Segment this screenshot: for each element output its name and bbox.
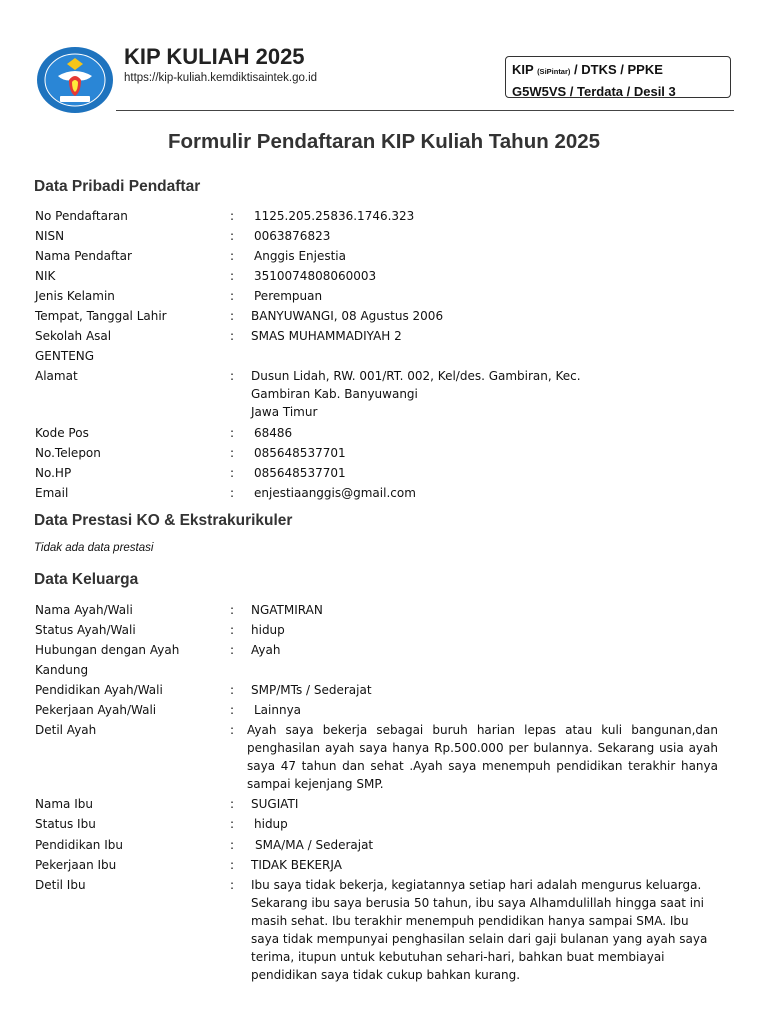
field-value: NGATMIRAN [251,603,323,617]
field-value: Anggis Enjestia [254,249,346,263]
field-colon: : [230,249,235,263]
field-value: 0063876823 [254,229,331,243]
field-label: Detil Ibu [35,878,86,892]
field-value: 085648537701 [254,466,346,480]
field-value: 3510074808060003 [254,269,377,283]
field-colon: : [230,466,235,480]
field-value: SMAS MUHAMMADIYAH 2 [251,329,402,343]
status-sipintar: (SiPintar) [537,67,571,76]
header-title: KIP KULIAH 2025 [124,44,305,69]
field-value: 68486 [254,426,293,440]
field-colon: : [230,446,235,460]
field-colon: : [230,486,235,500]
field-colon: : [230,858,235,872]
field-label: Nama Ayah/Wali [35,603,133,617]
detil-ibu-text: Ibu saya tidak bekerja, kegiatannya setiap hari adalah mengurus keluarga. Sekarang ibu saya berusia 50 tahun, ibu saya Alhamdulillah hingga saat ini masih sehat. Ibu terakhir menempuh pendidikan hanya sampai SMA. Ibu saya tidak mempunyai penghasilan selain dari gaji bulanan yang ayah saya terima, itupun untuk kebutuhan sehari-hari, bahkan buat membiayai pendidikan saya tidak cukup bahkan kurang. [251,878,708,982]
field-colon: : [230,329,235,343]
field-label: Alamat [35,369,78,383]
field-colon: : [230,269,235,283]
field-label: Email [35,486,69,500]
field-label: Nama Pendaftar [35,249,132,263]
field-label: Pekerjaan Ibu [35,858,117,872]
status-box [505,56,731,98]
field-label: Pendidikan Ayah/Wali [35,683,163,697]
status-dtks: / DTKS / PPKE [574,62,663,77]
field-label: No.HP [35,466,72,480]
field-colon: : [230,229,235,243]
field-colon: : [230,817,235,831]
field-label: Tempat, Tanggal Lahir [35,309,167,323]
field-value: TIDAK BEKERJA [251,858,342,872]
field-colon: : [230,878,235,892]
alamat-line-1: Dusun Lidah, RW. 001/RT. 002, Kel/des. Gambiran, Kec. [251,369,581,383]
field-label: No Pendaftaran [35,209,128,223]
status-kip: KIP [512,62,534,77]
field-value: enjestiaanggis@gmail.com [254,486,416,500]
field-colon: : [230,603,235,617]
field-colon: : [230,643,235,657]
field-label: Detil Ayah [35,723,97,737]
form-title: Formulir Pendaftaran KIP Kuliah Tahun 2025 [167,130,601,153]
field-value: SMP/MTs / Sederajat [251,683,372,697]
field-colon: : [230,838,235,852]
field-label: NISN [35,229,65,243]
section-heading-prestasi: Data Prestasi KO & Ekstrakurikuler [34,512,293,529]
field-value: Lainnya [254,703,302,717]
alamat-line-2: Gambiran Kab. Banyuwangi [251,387,418,401]
field-colon: : [230,309,235,323]
field-colon: : [230,723,235,737]
field-colon: : [230,209,235,223]
header-divider [116,110,734,111]
field-value: SUGIATI [251,797,299,811]
sekolah-asal-continuation: GENTENG [35,349,95,363]
hubungan-label-continuation: Kandung [35,663,89,677]
field-label: Pekerjaan Ayah/Wali [35,703,157,717]
field-value: SMA/MA / Sederajat [255,838,374,852]
field-value: hidup [254,817,288,831]
field-value: BANYUWANGI, 08 Agustus 2006 [251,309,444,323]
field-value: hidup [251,623,285,637]
status-box-line1 [512,60,730,82]
field-label: No.Telepon [35,446,101,460]
field-value: Ayah [251,643,281,657]
section-heading-keluarga: Data Keluarga [34,571,139,588]
field-colon: : [230,797,235,811]
field-value: 085648537701 [254,446,346,460]
field-colon: : [230,426,235,440]
field-label: Sekolah Asal [35,329,112,343]
field-label: Pendidikan Ibu [35,838,123,852]
field-colon: : [230,289,235,303]
field-colon: : [230,703,235,717]
header-url: https://kip-kuliah.kemdiktisaintek.go.id [124,72,318,84]
field-colon: : [230,369,235,383]
field-colon: : [230,683,235,697]
field-label: NIK [35,269,56,283]
field-value: Perempuan [254,289,323,303]
section-heading-pribadi: Data Pribadi Pendaftar [34,178,201,195]
prestasi-empty-note: Tidak ada data prestasi [34,542,154,554]
field-value: 1125.205.25836.1746.323 [254,209,415,223]
field-label: Jenis Kelamin [35,289,115,303]
field-label: Status Ayah/Wali [35,623,136,637]
field-colon: : [230,623,235,637]
field-label: Status Ibu [35,817,96,831]
alamat-line-3: Jawa Timur [251,405,318,419]
field-label: Kode Pos [35,426,89,440]
tut-wuri-handayani-logo [36,46,114,114]
status-box-line2: G5W5VS / Terdata / Desil 3 [512,84,676,99]
detil-ayah-text: Ayah saya bekerja sebagai buruh harian lepas atau kuli bangunan,dan penghasilan ayah saya hanya Rp.500.000 per bulannya. Sekarang usia ayah saya 47 tahun dan sehat .Ayah saya menempuh pendidikan terakhir hanya sampai kejenjang SMP. [247,723,718,791]
field-label: Nama Ibu [35,797,93,811]
field-label: Hubungan dengan Ayah [35,643,180,657]
